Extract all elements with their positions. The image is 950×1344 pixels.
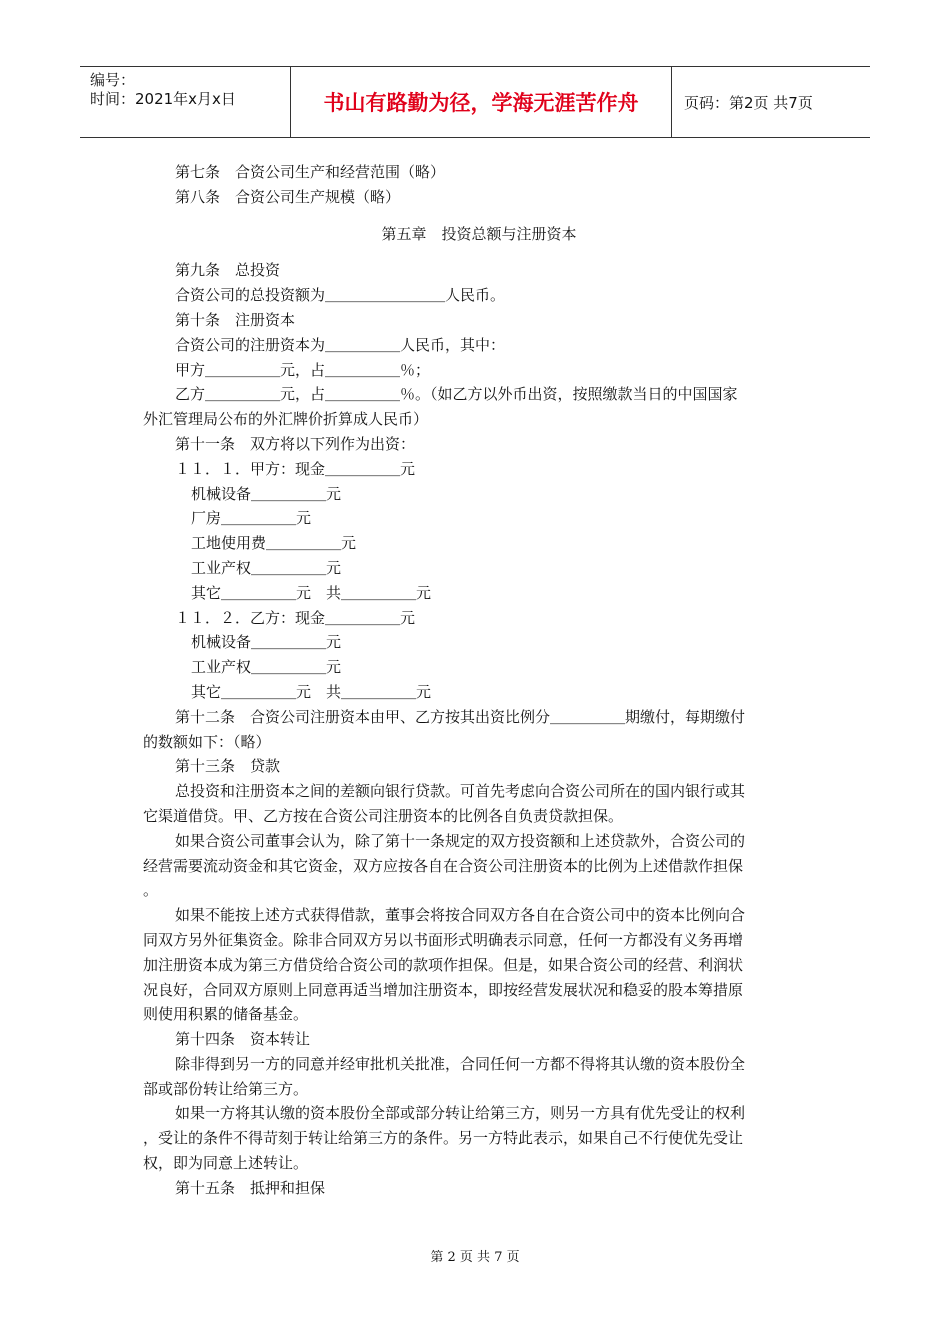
text-line: 。 bbox=[143, 881, 159, 900]
text-line: 如果合资公司董事会认为，除了第十一条规定的双方投资额和上述贷款外，合资公司的 bbox=[175, 831, 746, 850]
paragraph-gap bbox=[143, 210, 815, 222]
page-header bbox=[80, 66, 870, 138]
document-code-label: 编号： bbox=[90, 71, 136, 89]
text-line: 外汇管理局公布的外汇牌价折算成人民币） bbox=[143, 410, 429, 429]
header-motto: 书山有路勤为径，学海无涯苦作舟 bbox=[291, 67, 672, 137]
document-time-label: 时间：2021年x月x日 bbox=[90, 90, 236, 108]
text-line: 第十一条 双方将以下列作为出资： bbox=[175, 434, 416, 453]
text-line: 甲方＿＿＿＿＿元，占＿＿＿＿＿％； bbox=[175, 360, 431, 379]
header-page-info: 页码：第2页 共7页 bbox=[684, 93, 813, 112]
text-line: 况良好，合同双方原则上同意再适当增加注册资本，即按经营发展状况和稳妥的股本筹措原 bbox=[143, 980, 744, 999]
text-line: 它渠道借贷。甲、乙方按在合资公司注册资本的比例各自负责贷款担保。 bbox=[143, 806, 624, 825]
text-line: 合资公司的总投资额为＿＿＿＿＿＿＿＿人民币。 bbox=[175, 286, 506, 305]
text-line: １１．１．甲方：现金＿＿＿＿＿元 bbox=[175, 459, 416, 478]
text-line: 权，即为同意上述转让。 bbox=[143, 1154, 309, 1173]
text-line: 第十四条 资本转让 bbox=[175, 1030, 311, 1049]
text-line: ，受让的条件不得苛刻于转让给第三方的条件。另一方特此表示，如果自己不行使优先受让 bbox=[143, 1129, 744, 1148]
text-line: 部或部份转让给第三方。 bbox=[143, 1079, 309, 1098]
header-meta bbox=[80, 67, 291, 137]
text-line: 除非得到另一方的同意并经审批机关批准，合同任何一方都不得将其认缴的资本股份全 bbox=[175, 1054, 746, 1073]
text-line: 则使用积累的储备基金。 bbox=[143, 1005, 309, 1024]
text-line: 同双方另外征集资金。除非合同双方另以书面形式明确表示同意，任何一方都没有义务再增 bbox=[143, 930, 744, 949]
text-line: 工业产权＿＿＿＿＿元 bbox=[191, 558, 342, 577]
text-line: 机械设备＿＿＿＿＿元 bbox=[191, 484, 342, 503]
text-line: 工业产权＿＿＿＿＿元 bbox=[191, 658, 342, 677]
text-line: 第八条 合资公司生产规模（略） bbox=[175, 187, 401, 206]
text-line: 加注册资本成为第三方借贷给合资公司的款项作担保。但是，如果合资公司的经营、利润状 bbox=[143, 955, 744, 974]
text-line: 经营需要流动资金和其它资金，双方应按各自在合资公司注册资本的比例为上述借款作担保 bbox=[143, 856, 744, 875]
text-line: 第十五条 抵押和担保 bbox=[175, 1178, 326, 1197]
text-line: 第七条 合资公司生产和经营范围（略） bbox=[175, 163, 446, 181]
text-line: 第十条 注册资本 bbox=[175, 310, 296, 329]
document-body bbox=[143, 160, 815, 1201]
text-line: 总投资和注册资本之间的差额向银行贷款。可首先考虑向合资公司所在的国内银行或其 bbox=[175, 782, 746, 801]
text-line: 如果一方将其认缴的资本股份全部或部分转让给第三方，则另一方具有优先受让的权利 bbox=[175, 1104, 746, 1123]
text-line: 第十二条 合资公司注册资本由甲、乙方按其出资比例分＿＿＿＿＿期缴付，每期缴付 bbox=[175, 707, 746, 726]
text-line: 其它＿＿＿＿＿元 共＿＿＿＿＿元 bbox=[191, 583, 432, 602]
text-line: 厂房＿＿＿＿＿元 bbox=[191, 509, 312, 528]
text-line: 机械设备＿＿＿＿＿元 bbox=[191, 633, 342, 652]
text-line: 第十三条 贷款 bbox=[175, 757, 281, 776]
text-line: 第九条 总投资 bbox=[175, 261, 281, 280]
text-line: 其它＿＿＿＿＿元 共＿＿＿＿＿元 bbox=[191, 682, 432, 701]
page-footer: 第 2 页 共 7 页 bbox=[430, 1250, 520, 1265]
text-line: 乙方＿＿＿＿＿元，占＿＿＿＿＿％。（如乙方以外币出资，按照缴款当日的中国国家 bbox=[175, 385, 738, 404]
text-line: １１．２．乙方：现金＿＿＿＿＿元 bbox=[175, 608, 416, 627]
text-line: 工地使用费＿＿＿＿＿元 bbox=[191, 534, 357, 553]
text-line: 如果不能按上述方式获得借款，董事会将按合同双方各自在合资公司中的资本比例向合 bbox=[175, 906, 746, 925]
text-line: 的数额如下：（略） bbox=[143, 732, 271, 751]
text-line: 合资公司的注册资本为＿＿＿＿＿人民币，其中： bbox=[175, 335, 506, 354]
chapter-heading: 第五章 投资总额与注册资本 bbox=[381, 224, 577, 243]
paragraph-gap bbox=[143, 246, 815, 258]
